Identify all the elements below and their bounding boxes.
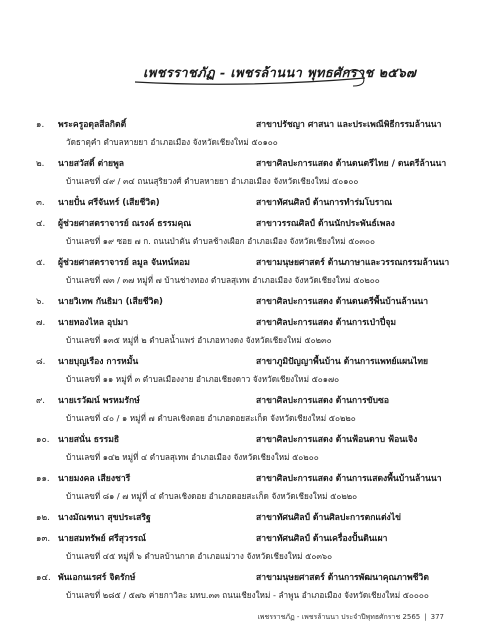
entry-field: สาขามนุษยศาสตร์ ด้านภาษาและวรรณกรรมล้านนา	[256, 257, 450, 268]
entry-name: นางมัณฑนา สุขประเสริฐ	[58, 512, 151, 523]
entry-field: สาขามนุษยศาสตร์ ด้านการพัฒนาคุณภาพชีวิต	[256, 572, 429, 583]
entry-field: สาขาทัศนศิลป์ ด้านศิลปะการตกแต่งไข่	[256, 512, 401, 523]
page-footer	[257, 612, 444, 623]
footer-separator: |	[424, 613, 427, 621]
entry-address: บ้านเลขที่ ๑๓๕ หมู่ที่ ๒ ตำบลน้ำแพร่ อำเภอหางดง จังหวัดเชียงใหม่ ๕๐๒๓๐	[66, 335, 332, 345]
entry-number: ๑๐.	[36, 434, 50, 445]
entry-row	[28, 528, 478, 547]
entry-number: ๓.	[36, 197, 45, 208]
entry-name: ผู้ช่วยศาสตราจารย์ ณรงค์ ธรรมคุณ	[58, 218, 192, 229]
entry-address: วัดธาตุคำ ตำบลหายยา อำเภอเมือง จังหวัดเชียงใหม่ ๕๐๑๐๐	[66, 137, 278, 147]
entry-number: ๒.	[36, 158, 45, 169]
list-item	[28, 153, 478, 190]
entry-row	[28, 468, 478, 487]
entry-address: บ้านเลขที่ ๔๙ / ๓๔ ถนนสุริยวงศ์ ตำบลหายยา อำเภอเมือง จังหวัดเชียงใหม่ ๕๐๑๐๐	[66, 176, 359, 186]
list-item	[28, 351, 478, 388]
entry-row	[28, 252, 478, 271]
entry-field: สาขาศิลปะการแสดง ด้านดนตรีพื้นบ้านล้านนา	[256, 296, 429, 307]
entry-address: บ้านเลขที่ ๔๕ หมู่ที่ ๖ ตำบลบ้านกาด อำเภอแม่วาง จังหวัดเชียงใหม่ ๕๐๓๖๐	[66, 551, 333, 561]
entry-row	[28, 291, 478, 310]
entry-number: ๔.	[36, 218, 46, 229]
list-item	[28, 567, 478, 604]
entry-name: นายทองไหล อุปมา	[58, 317, 129, 328]
list-item	[28, 252, 478, 289]
entry-number: ๑๔.	[36, 572, 51, 583]
entry-name: นายปั๋น ศรีจันทร์ (เสียชีวิต)	[58, 197, 160, 208]
list-item	[28, 390, 478, 427]
honoree-list	[28, 114, 478, 606]
list-item	[28, 192, 478, 211]
entry-field: สาขาศิลปะการแสดง ด้านการเป่าปี่จุม	[256, 317, 397, 328]
list-item	[28, 213, 478, 250]
entry-name: นายบุญเรือง การหมั้น	[58, 356, 139, 367]
entry-name: พระครูอดุลสีลกิตติ์	[58, 119, 127, 130]
entry-row	[28, 114, 478, 133]
entry-row	[28, 192, 478, 211]
page-title: เพชรราชภัฏ - เพชรล้านนา พุทธศักราช ๒๕๖๗	[143, 66, 417, 81]
entry-address: บ้านเลขที่ ๘๑ / ๗ หมู่ที่ ๔ ตำบลเชิงดอย อำเภอดอยสะเก็ด จังหวัดเชียงใหม่ ๕๐๒๒๐	[66, 491, 358, 501]
list-item	[28, 468, 478, 505]
entry-field: สาขาปรัชญา ศาสนา และประเพณีพิธีกรรมล้านนา	[256, 119, 442, 130]
entry-address: บ้านเลขที่ ๑๙ ซอย ๗ ก. ถนนป่าตัน ตำบลช้างเผือก อำเภอเมือง จังหวัดเชียงใหม่ ๕๐๓๐๐	[66, 236, 375, 246]
list-item	[28, 114, 478, 151]
entry-address: บ้านเลขที่ ๒๘๕ / ๕๗๖ ค่ายกาวิละ มทบ.๓๓ ถนนเชียงใหม่ - ลำพูน อำเภอเมือง จังหวัดเชียงใหม่ ๕๐๐๐๐	[66, 590, 429, 600]
entry-field: สาขาวรรณศิลป์ ด้านนักประพันธ์เพลง	[256, 218, 395, 229]
entry-address: บ้านเลขที่ ๔๐ / ๑ หมู่ที่ ๗ ตำบลเชิงดอย อำเภอดอยสะเก็ด จังหวัดเชียงใหม่ ๕๐๒๒๐	[66, 413, 356, 423]
entry-row	[28, 429, 478, 448]
entry-number: ๑๒.	[36, 512, 50, 523]
entry-number: ๑๓.	[36, 533, 51, 544]
entry-name: พันเอกนเรศร์ จิตรักษ์	[58, 572, 136, 583]
entry-name: นายสนั่น ธรรมธิ	[58, 434, 120, 445]
entry-address: บ้านเลขที่ ๑๑ หมู่ที่ ๓ ตำบลเมืองงาย อำเภอเชียงดาว จังหวัดเชียงใหม่ ๕๐๑๗๐	[66, 374, 340, 384]
entry-row	[28, 567, 478, 586]
entry-name: นายสมทรัพย์ ศรีสุวรรณ์	[58, 533, 146, 544]
entry-row	[28, 507, 478, 526]
list-item	[28, 507, 478, 526]
entry-number: ๙.	[36, 395, 46, 406]
entry-field: สาขาทัศนศิลป์ ด้านการทำร่มโบราณ	[256, 197, 393, 208]
entry-field: สาขาทัศนศิลป์ ด้านเครื่องปั้นดินเผา	[256, 533, 388, 544]
entry-name: นายมงคล เสียงชารี	[58, 473, 131, 484]
list-item	[28, 429, 478, 466]
entry-number: ๗.	[36, 317, 46, 328]
entry-field: สาขาศิลปะการแสดง ด้านฟ้อนดาบ ฟ้อนเจิง	[256, 434, 418, 445]
entry-name: นายเรวัฒน์ พรหมรักษ์	[58, 395, 140, 406]
entry-name: นายสวัสดิ์ ต่ายพูล	[58, 158, 124, 169]
entry-name: ผู้ช่วยศาสตราจารย์ ลมูล จันทน์หอม	[58, 257, 190, 268]
page-header	[95, 52, 417, 92]
entry-field: สาขาศิลปะการแสดง ด้านดนตรีไทย / ดนตรีล้านนา	[256, 158, 447, 169]
entry-number: ๘.	[36, 356, 46, 367]
entry-address: บ้านเลขที่ ๗๓ / ๓๗ หมู่ที่ ๗ บ้านช่างทอง ตำบลสุเทพ อำเภอเมือง จังหวัดเชียงใหม่ ๕๐๒๐๐	[66, 275, 380, 285]
list-item	[28, 528, 478, 565]
entry-name: นายวิเทพ กันธิมา (เสียชีวิต)	[58, 296, 163, 307]
entry-row	[28, 153, 478, 172]
entry-number: ๖.	[36, 296, 45, 307]
entry-number: ๑๑.	[36, 473, 50, 484]
entry-row	[28, 351, 478, 370]
list-item	[28, 312, 478, 349]
entry-field: สาขาศิลปะการแสดง ด้านการขับซอ	[256, 395, 390, 406]
entry-number: ๑.	[36, 119, 45, 130]
page-number: 377	[430, 613, 444, 621]
entry-address: บ้านเลขที่ ๑๔๒ หมู่ที่ ๔ ตำบลสุเทพ อำเภอเมือง จังหวัดเชียงใหม่ ๕๐๒๐๐	[66, 452, 319, 462]
entry-row	[28, 312, 478, 331]
entry-field: สาขาศิลปะการแสดง ด้านการแสดงพื้นบ้านล้านนา	[256, 473, 442, 484]
list-item	[28, 291, 478, 310]
entry-number: ๕.	[36, 257, 46, 268]
entry-field: สาขาภูมิปัญญาพื้นบ้าน ด้านการแพทย์แผนไทย	[256, 356, 429, 367]
entry-row	[28, 390, 478, 409]
footer-text: เพชรราชภัฏ - เพชรล้านนา ประจำปีพุทธศักราช 2565	[257, 613, 421, 621]
entry-row	[28, 213, 478, 232]
